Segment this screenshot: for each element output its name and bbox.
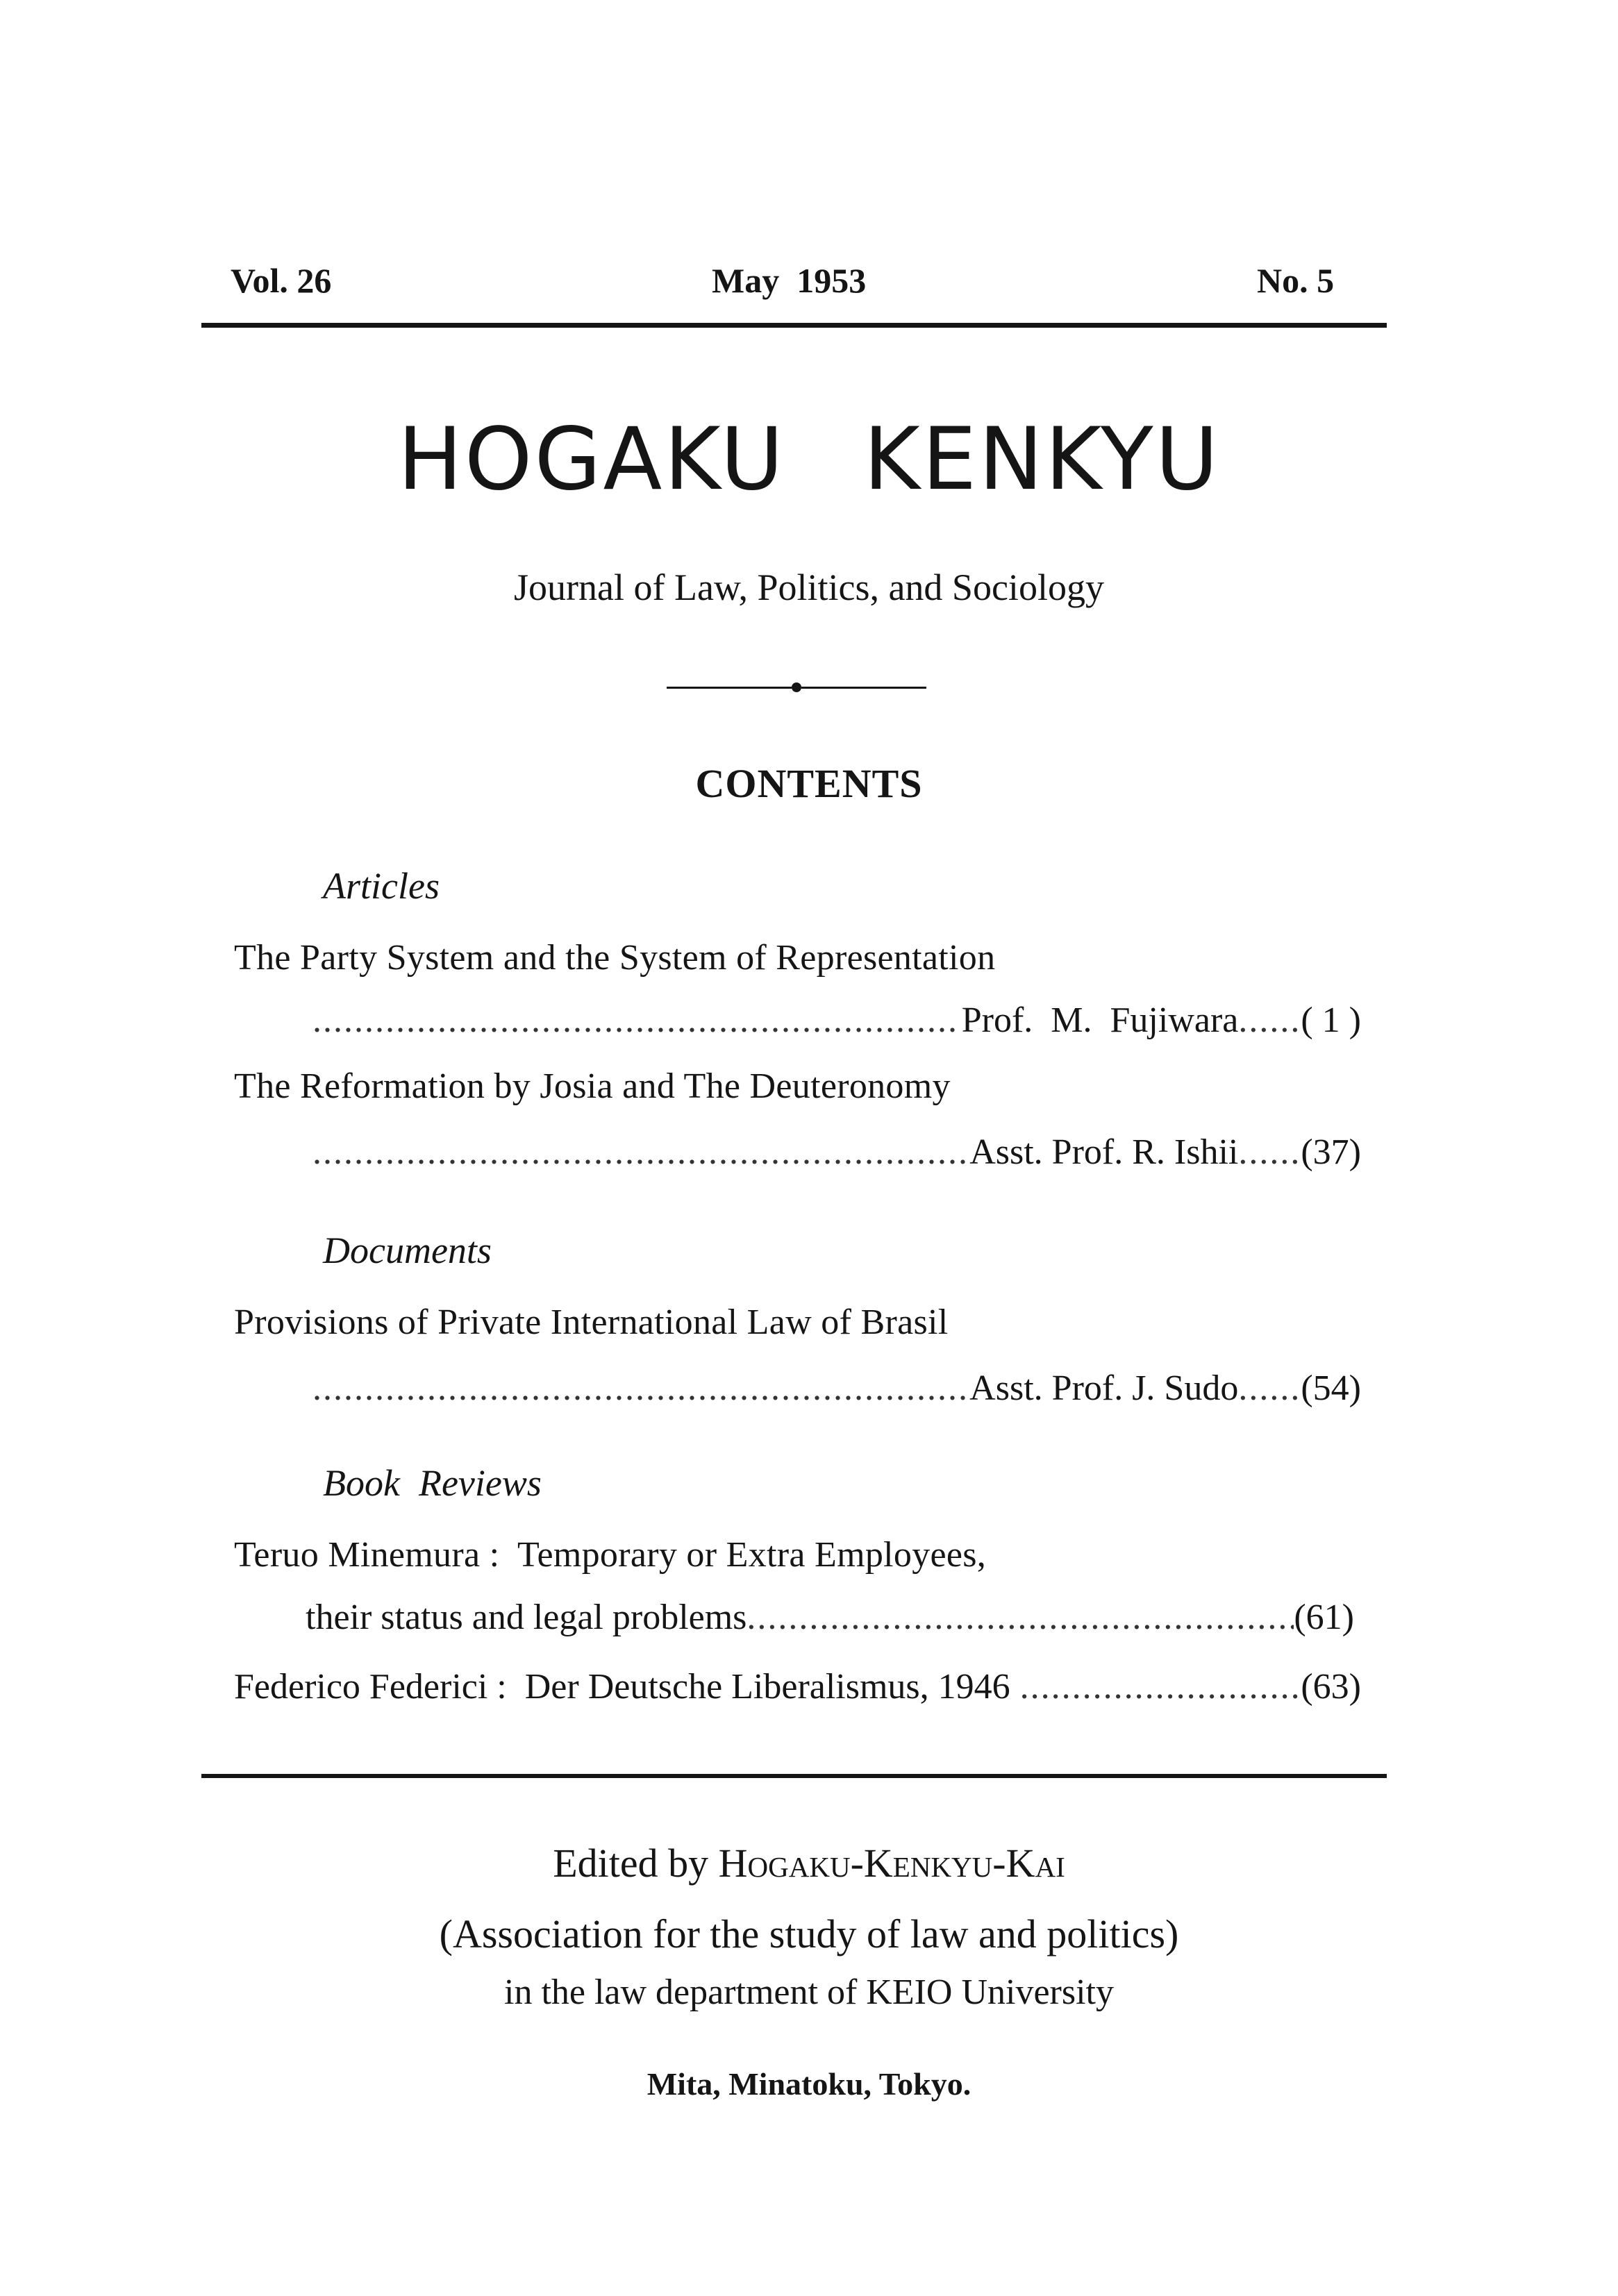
toc-entry-title: Provisions of Private International Law of Brasil: [234, 1302, 949, 1342]
review-entry-title: Federico Federici : Der Deutsche Liberalismus, 1946: [234, 1667, 1010, 1707]
toc-entry-title: The Party System and the System of Representation: [234, 938, 996, 978]
issue-number: No. 5: [1257, 261, 1335, 300]
editor-name: Hogaku-Kenkyu-Kai: [718, 1841, 1065, 1886]
issue-date: May 1953: [712, 261, 867, 300]
review-entry-subtitle: their status and legal problems: [306, 1598, 747, 1637]
dot-leader: [1020, 1666, 1301, 1707]
toc-entry-leader: [312, 1368, 1361, 1416]
review-entry-title: Teruo Minemura : Temporary or Extra Employees,: [234, 1535, 987, 1575]
section-articles: Articles: [323, 865, 440, 907]
toc-entry-leader: [306, 1597, 1354, 1645]
department-line: in the law department of KEIO University: [504, 1972, 1114, 2012]
header-rule: [201, 323, 1387, 328]
address-line: Mita, Minatoku, Tokyo.: [647, 2066, 971, 2102]
ornament-line-right: [801, 687, 926, 689]
dot-leader: [312, 1000, 958, 1041]
volume-label: Vol. 26: [231, 261, 332, 300]
journal-subtitle: Journal of Law, Politics, and Sociology: [514, 567, 1104, 608]
section-documents: Documents: [323, 1230, 492, 1271]
ornament-line-left: [667, 687, 792, 689]
ornament-dot: [792, 682, 801, 692]
toc-entry-page: ( 1 ): [1301, 1000, 1361, 1040]
toc-entry-page: (61): [1294, 1598, 1354, 1637]
toc-entry-leader: [312, 1000, 1361, 1048]
edited-by-prefix: Edited by: [553, 1841, 709, 1886]
toc-entry-leader: [312, 1132, 1361, 1180]
dot-leader: [1238, 1368, 1301, 1409]
association-line: (Association for the study of law and politics): [439, 1911, 1179, 1956]
toc-entry-author: Asst. Prof. R. Ishii: [969, 1132, 1239, 1172]
section-book-reviews: Book Reviews: [323, 1462, 542, 1504]
dot-leader: [747, 1597, 1294, 1638]
dot-leader: [312, 1132, 965, 1173]
journal-title: HOGAKU KENKYU: [397, 410, 1221, 510]
toc-entry-author: Prof. M. Fujiwara: [961, 1000, 1239, 1040]
edited-by: [0, 1840, 1618, 1886]
contents-heading: CONTENTS: [695, 761, 923, 806]
toc-entry-title: The Reformation by Josia and The Deuteronomy: [234, 1066, 951, 1106]
toc-entry-page: (63): [1301, 1667, 1361, 1707]
toc-entry-leader: [234, 1666, 1361, 1715]
footer-rule: [201, 1774, 1387, 1778]
dot-leader: [1238, 1000, 1301, 1041]
toc-entry-page: (54): [1301, 1368, 1361, 1408]
dot-leader: [312, 1368, 965, 1409]
dot-leader: [1238, 1132, 1301, 1173]
toc-entry-page: (37): [1301, 1132, 1361, 1172]
toc-entry-author: Asst. Prof. J. Sudo: [969, 1368, 1239, 1408]
